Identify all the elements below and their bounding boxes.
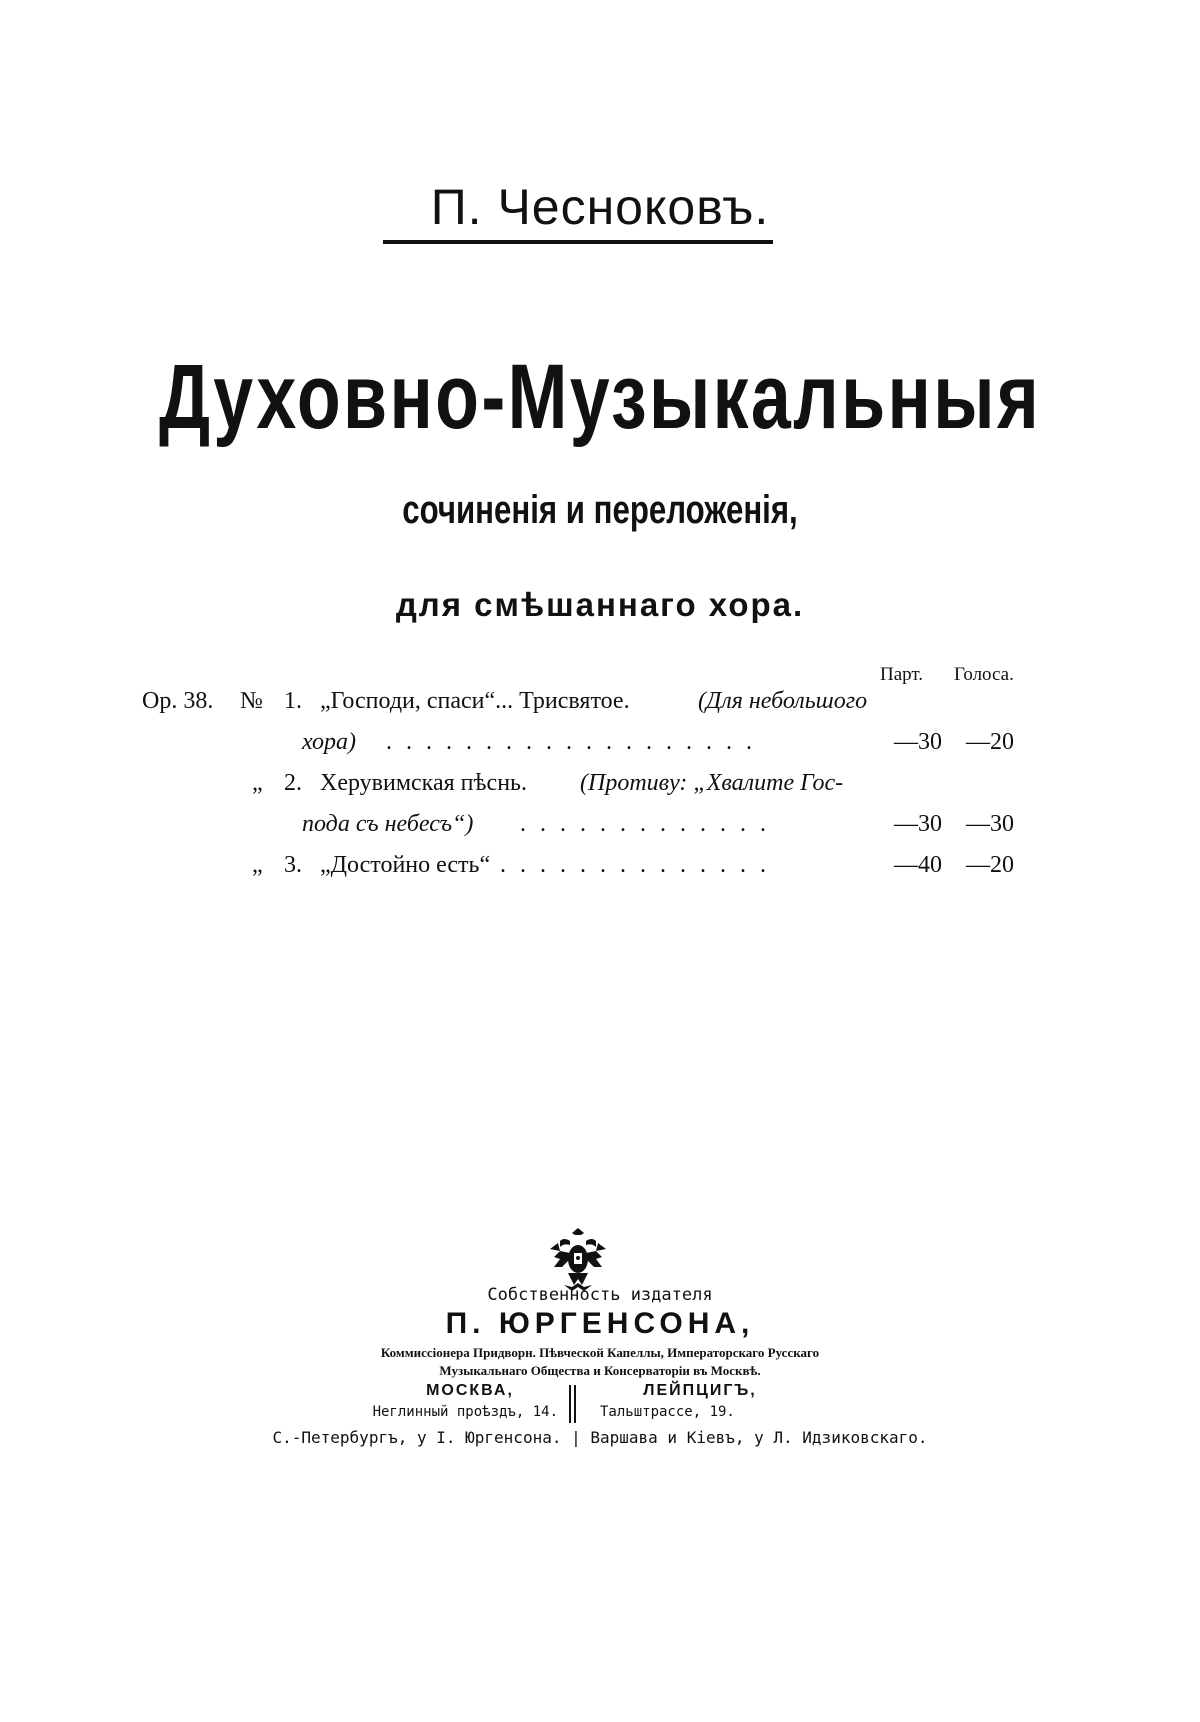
item-3-title: „Достойно есть“ [320,852,491,878]
publisher-name: П. ЮРГЕНСОНА, [445,1307,755,1340]
subtitle: сочиненія и переложенія, [402,488,798,532]
item-2-ditto: „ [252,770,263,796]
commission-line-2: Музыкальнаго Общества и Консерваторіи въ Москвѣ. [439,1363,761,1378]
item-1-note-b: хора) [302,729,357,755]
moscow-address: Неглинный проѣздъ, 14. [372,1404,558,1420]
opus-label: Ор. 38. [142,688,214,714]
item-3-leader-dots: .............. [500,852,780,878]
composer-name: П. Чесноковъ. [430,179,770,235]
address-divider [569,1385,571,1423]
choir-line: для смѣшаннаго хора. [395,586,805,623]
numero-sign: № [240,688,263,714]
branch-cities-line: С.-Петербургъ, у І. Юргенсона. | Варшава и Кіевъ, у Л. Идзиковскаго. [272,1428,928,1447]
composer-underline [383,240,773,244]
item-2-price-part: —30 [894,811,942,837]
page-title: Духовно-Музыкальныя [158,346,1042,448]
item-3-number: 3. [284,852,302,878]
item-1-title: „Господи, спаси“... Трисвятое. [320,688,630,714]
item-3-price-voices: —20 [966,852,1014,878]
address-divider [574,1385,576,1423]
item-2-title: Херувимская пѣснь. [320,770,527,796]
item-3-ditto: „ [252,852,263,878]
commission-line-1: Коммиссіонера Придворн. Пѣвческой Капеллы, Императорскаго Русскаго [380,1345,820,1360]
item-1-price-voices: —20 [966,729,1014,755]
price-header-part: Парт. [880,664,924,685]
item-2-note-a: (Противу: „Хвалите Гос- [580,770,844,796]
city-leipzig: ЛЕЙПЦИГЪ, [643,1382,757,1399]
item-2-price-voices: —30 [966,811,1014,837]
item-1-leader-dots: ................... [386,729,766,755]
imperial-eagle-icon [548,1227,608,1293]
item-1-note-a: (Для небольшого [698,688,868,714]
leipzig-address: Тальштрассе, 19. [600,1404,735,1420]
item-1-price-part: —30 [894,729,942,755]
item-2-note-b: пода съ небесъ“) [302,811,474,837]
price-header-voices: Голоса. [954,664,1014,685]
property-line: Собственность издателя [487,1285,713,1305]
item-2-leader-dots: ............. [520,811,780,837]
item-1-number: 1. [284,688,302,714]
item-3-price-part: —40 [894,852,942,878]
city-moscow: МОСКВА, [426,1382,514,1399]
item-2-number: 2. [284,770,302,796]
